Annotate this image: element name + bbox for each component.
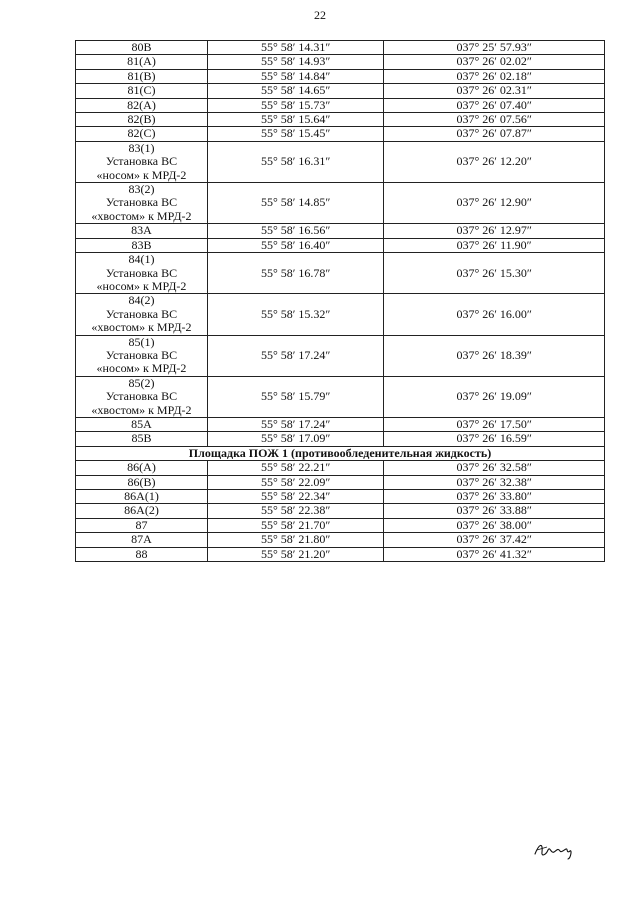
point-id: 85(1) — [128, 334, 155, 349]
point-id: 81(A) — [127, 54, 156, 69]
longitude-cell: 037° 26′ 02.18″ — [384, 69, 605, 83]
longitude-cell: 037° 26′ 19.09″ — [384, 376, 605, 417]
point-id: 84(2) — [128, 293, 155, 308]
point-note: «носом» к МРД-2 — [96, 167, 187, 182]
point-id: 84(1) — [128, 252, 155, 267]
point-id: 87A — [131, 532, 152, 547]
table-row — [76, 55, 605, 69]
point-note: «хвостом» к МРД-2 — [91, 208, 192, 223]
point-cell — [76, 417, 208, 431]
table-row — [76, 475, 605, 489]
table-row — [76, 294, 605, 335]
point-cell — [76, 84, 208, 98]
latitude-cell: 55° 58′ 14.65″ — [207, 84, 383, 98]
point-cell — [76, 432, 208, 446]
point-note: «хвостом» к МРД-2 — [91, 402, 192, 417]
page-number: 22 — [314, 8, 326, 22]
point-id: 86A(2) — [124, 503, 159, 518]
point-cell — [76, 475, 208, 489]
point-cell — [76, 141, 208, 182]
point-cell — [76, 518, 208, 532]
table-row — [76, 504, 605, 518]
longitude-cell: 037° 26′ 07.40″ — [384, 98, 605, 112]
point-cell — [76, 69, 208, 83]
latitude-cell: 55° 58′ 21.20″ — [207, 547, 383, 561]
point-id: 85(2) — [128, 375, 155, 390]
longitude-cell: 037° 26′ 32.38″ — [384, 475, 605, 489]
point-cell — [76, 490, 208, 504]
point-cell — [76, 238, 208, 252]
table-row — [76, 113, 605, 127]
point-id: 81(C) — [127, 83, 156, 98]
table-row — [76, 376, 605, 417]
latitude-cell: 55° 58′ 14.31″ — [207, 41, 383, 55]
table-row — [76, 98, 605, 112]
table-row — [76, 127, 605, 141]
table-row — [76, 432, 605, 446]
point-id: 82(C) — [127, 126, 156, 141]
latitude-cell: 55° 58′ 17.24″ — [207, 335, 383, 376]
point-cell — [76, 253, 208, 294]
table-row — [76, 461, 605, 475]
point-note: «носом» к МРД-2 — [96, 278, 187, 293]
latitude-cell: 55° 58′ 17.09″ — [207, 432, 383, 446]
table-row — [76, 238, 605, 252]
point-cell — [76, 547, 208, 561]
latitude-cell: 55° 58′ 22.38″ — [207, 504, 383, 518]
latitude-cell: 55° 58′ 15.79″ — [207, 376, 383, 417]
point-id: 86(B) — [127, 474, 156, 489]
longitude-cell: 037° 26′ 16.59″ — [384, 432, 605, 446]
point-cell — [76, 224, 208, 238]
handwritten-signature — [533, 838, 577, 860]
longitude-cell: 037° 26′ 12.90″ — [384, 183, 605, 224]
point-id: 85A — [131, 416, 152, 431]
coordinates-table — [75, 40, 605, 562]
latitude-cell: 55° 58′ 16.56″ — [207, 224, 383, 238]
point-id: 86A(1) — [124, 489, 159, 503]
longitude-cell: 037° 26′ 02.31″ — [384, 84, 605, 98]
point-cell — [76, 113, 208, 127]
longitude-cell: 037° 26′ 38.00″ — [384, 518, 605, 532]
point-id: 80B — [131, 40, 152, 54]
point-note: Установка ВС — [105, 347, 178, 362]
point-note: «носом» к МРД-2 — [96, 361, 187, 376]
table-row — [76, 141, 605, 182]
section-header-row — [76, 446, 605, 460]
point-cell — [76, 55, 208, 69]
table-row — [76, 335, 605, 376]
point-note: Установка ВС — [105, 306, 178, 321]
point-cell — [76, 461, 208, 475]
longitude-cell: 037° 26′ 16.00″ — [384, 294, 605, 335]
point-id: 83(2) — [128, 182, 155, 197]
point-note: Установка ВС — [105, 154, 178, 169]
coordinates-table-body — [76, 41, 605, 562]
latitude-cell: 55° 58′ 16.31″ — [207, 141, 383, 182]
latitude-cell: 55° 58′ 22.34″ — [207, 490, 383, 504]
latitude-cell: 55° 58′ 14.93″ — [207, 55, 383, 69]
point-id: 86(A) — [127, 460, 156, 475]
point-id: 83B — [131, 237, 152, 252]
longitude-cell: 037° 26′ 32.58″ — [384, 461, 605, 475]
latitude-cell: 55° 58′ 22.21″ — [207, 461, 383, 475]
table-row — [76, 183, 605, 224]
point-cell — [76, 127, 208, 141]
latitude-cell: 55° 58′ 22.09″ — [207, 475, 383, 489]
longitude-cell: 037° 26′ 12.20″ — [384, 141, 605, 182]
longitude-cell: 037° 26′ 15.30″ — [384, 253, 605, 294]
longitude-cell: 037° 26′ 41.32″ — [384, 547, 605, 561]
table-row — [76, 533, 605, 547]
point-id: 82(B) — [127, 112, 156, 127]
latitude-cell: 55° 58′ 14.85″ — [207, 183, 383, 224]
latitude-cell: 55° 58′ 21.70″ — [207, 518, 383, 532]
table-row — [76, 69, 605, 83]
point-note: «хвостом» к МРД-2 — [91, 320, 192, 335]
latitude-cell: 55° 58′ 16.78″ — [207, 253, 383, 294]
point-cell — [76, 504, 208, 518]
longitude-cell: 037° 26′ 12.97″ — [384, 224, 605, 238]
longitude-cell: 037° 26′ 07.56″ — [384, 113, 605, 127]
table-row — [76, 547, 605, 561]
point-id: 81(B) — [127, 68, 156, 83]
point-id: 83(1) — [128, 140, 155, 155]
latitude-cell: 55° 58′ 15.45″ — [207, 127, 383, 141]
point-id: 83A — [131, 223, 152, 238]
point-cell — [76, 294, 208, 335]
latitude-cell: 55° 58′ 15.32″ — [207, 294, 383, 335]
latitude-cell: 55° 58′ 17.24″ — [207, 417, 383, 431]
point-cell — [76, 98, 208, 112]
point-cell — [76, 183, 208, 224]
point-note: Установка ВС — [105, 195, 178, 210]
latitude-cell: 55° 58′ 21.80″ — [207, 533, 383, 547]
longitude-cell: 037° 26′ 33.88″ — [384, 504, 605, 518]
longitude-cell: 037° 26′ 07.87″ — [384, 127, 605, 141]
latitude-cell: 55° 58′ 15.73″ — [207, 98, 383, 112]
table-row — [76, 41, 605, 55]
point-note: Установка ВС — [105, 389, 178, 404]
table-row — [76, 518, 605, 532]
table-row — [76, 490, 605, 504]
table-row — [76, 417, 605, 431]
point-id: 82(A) — [127, 97, 156, 112]
table-row — [76, 84, 605, 98]
latitude-cell: 55° 58′ 14.84″ — [207, 69, 383, 83]
point-cell — [76, 41, 208, 55]
longitude-cell: 037° 26′ 18.39″ — [384, 335, 605, 376]
latitude-cell: 55° 58′ 15.64″ — [207, 113, 383, 127]
point-note: Установка ВС — [105, 265, 178, 280]
longitude-cell: 037° 25′ 57.93″ — [384, 41, 605, 55]
longitude-cell: 037° 26′ 37.42″ — [384, 533, 605, 547]
longitude-cell: 037° 26′ 33.80″ — [384, 490, 605, 504]
point-id: 88 — [135, 546, 148, 561]
point-cell — [76, 376, 208, 417]
point-id: 85B — [131, 431, 152, 446]
table-row — [76, 224, 605, 238]
point-cell — [76, 335, 208, 376]
longitude-cell: 037° 26′ 11.90″ — [384, 238, 605, 252]
latitude-cell: 55° 58′ 16.40″ — [207, 238, 383, 252]
table-row — [76, 253, 605, 294]
section-title: Площадка ПОЖ 1 (противообледенительная жидкость) — [76, 446, 605, 460]
point-id: 87 — [135, 517, 148, 532]
longitude-cell: 037° 26′ 17.50″ — [384, 417, 605, 431]
longitude-cell: 037° 26′ 02.02″ — [384, 55, 605, 69]
point-cell — [76, 533, 208, 547]
